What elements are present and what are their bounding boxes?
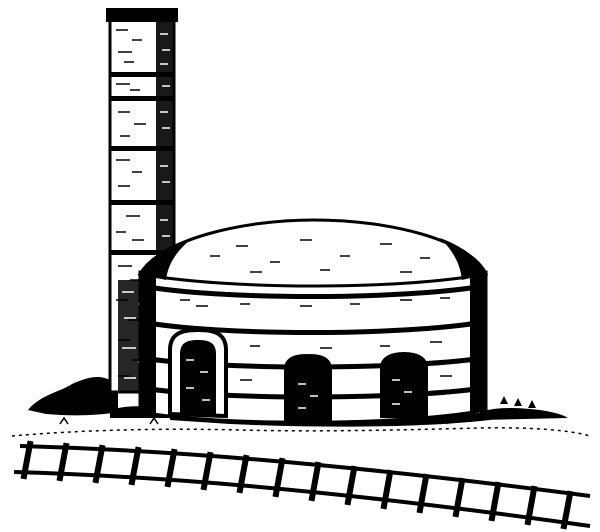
arched-window bbox=[382, 354, 426, 416]
railroad-track bbox=[14, 444, 590, 526]
arched-doorway bbox=[170, 330, 226, 416]
domed-roof bbox=[140, 220, 486, 286]
arched-window bbox=[286, 356, 330, 420]
